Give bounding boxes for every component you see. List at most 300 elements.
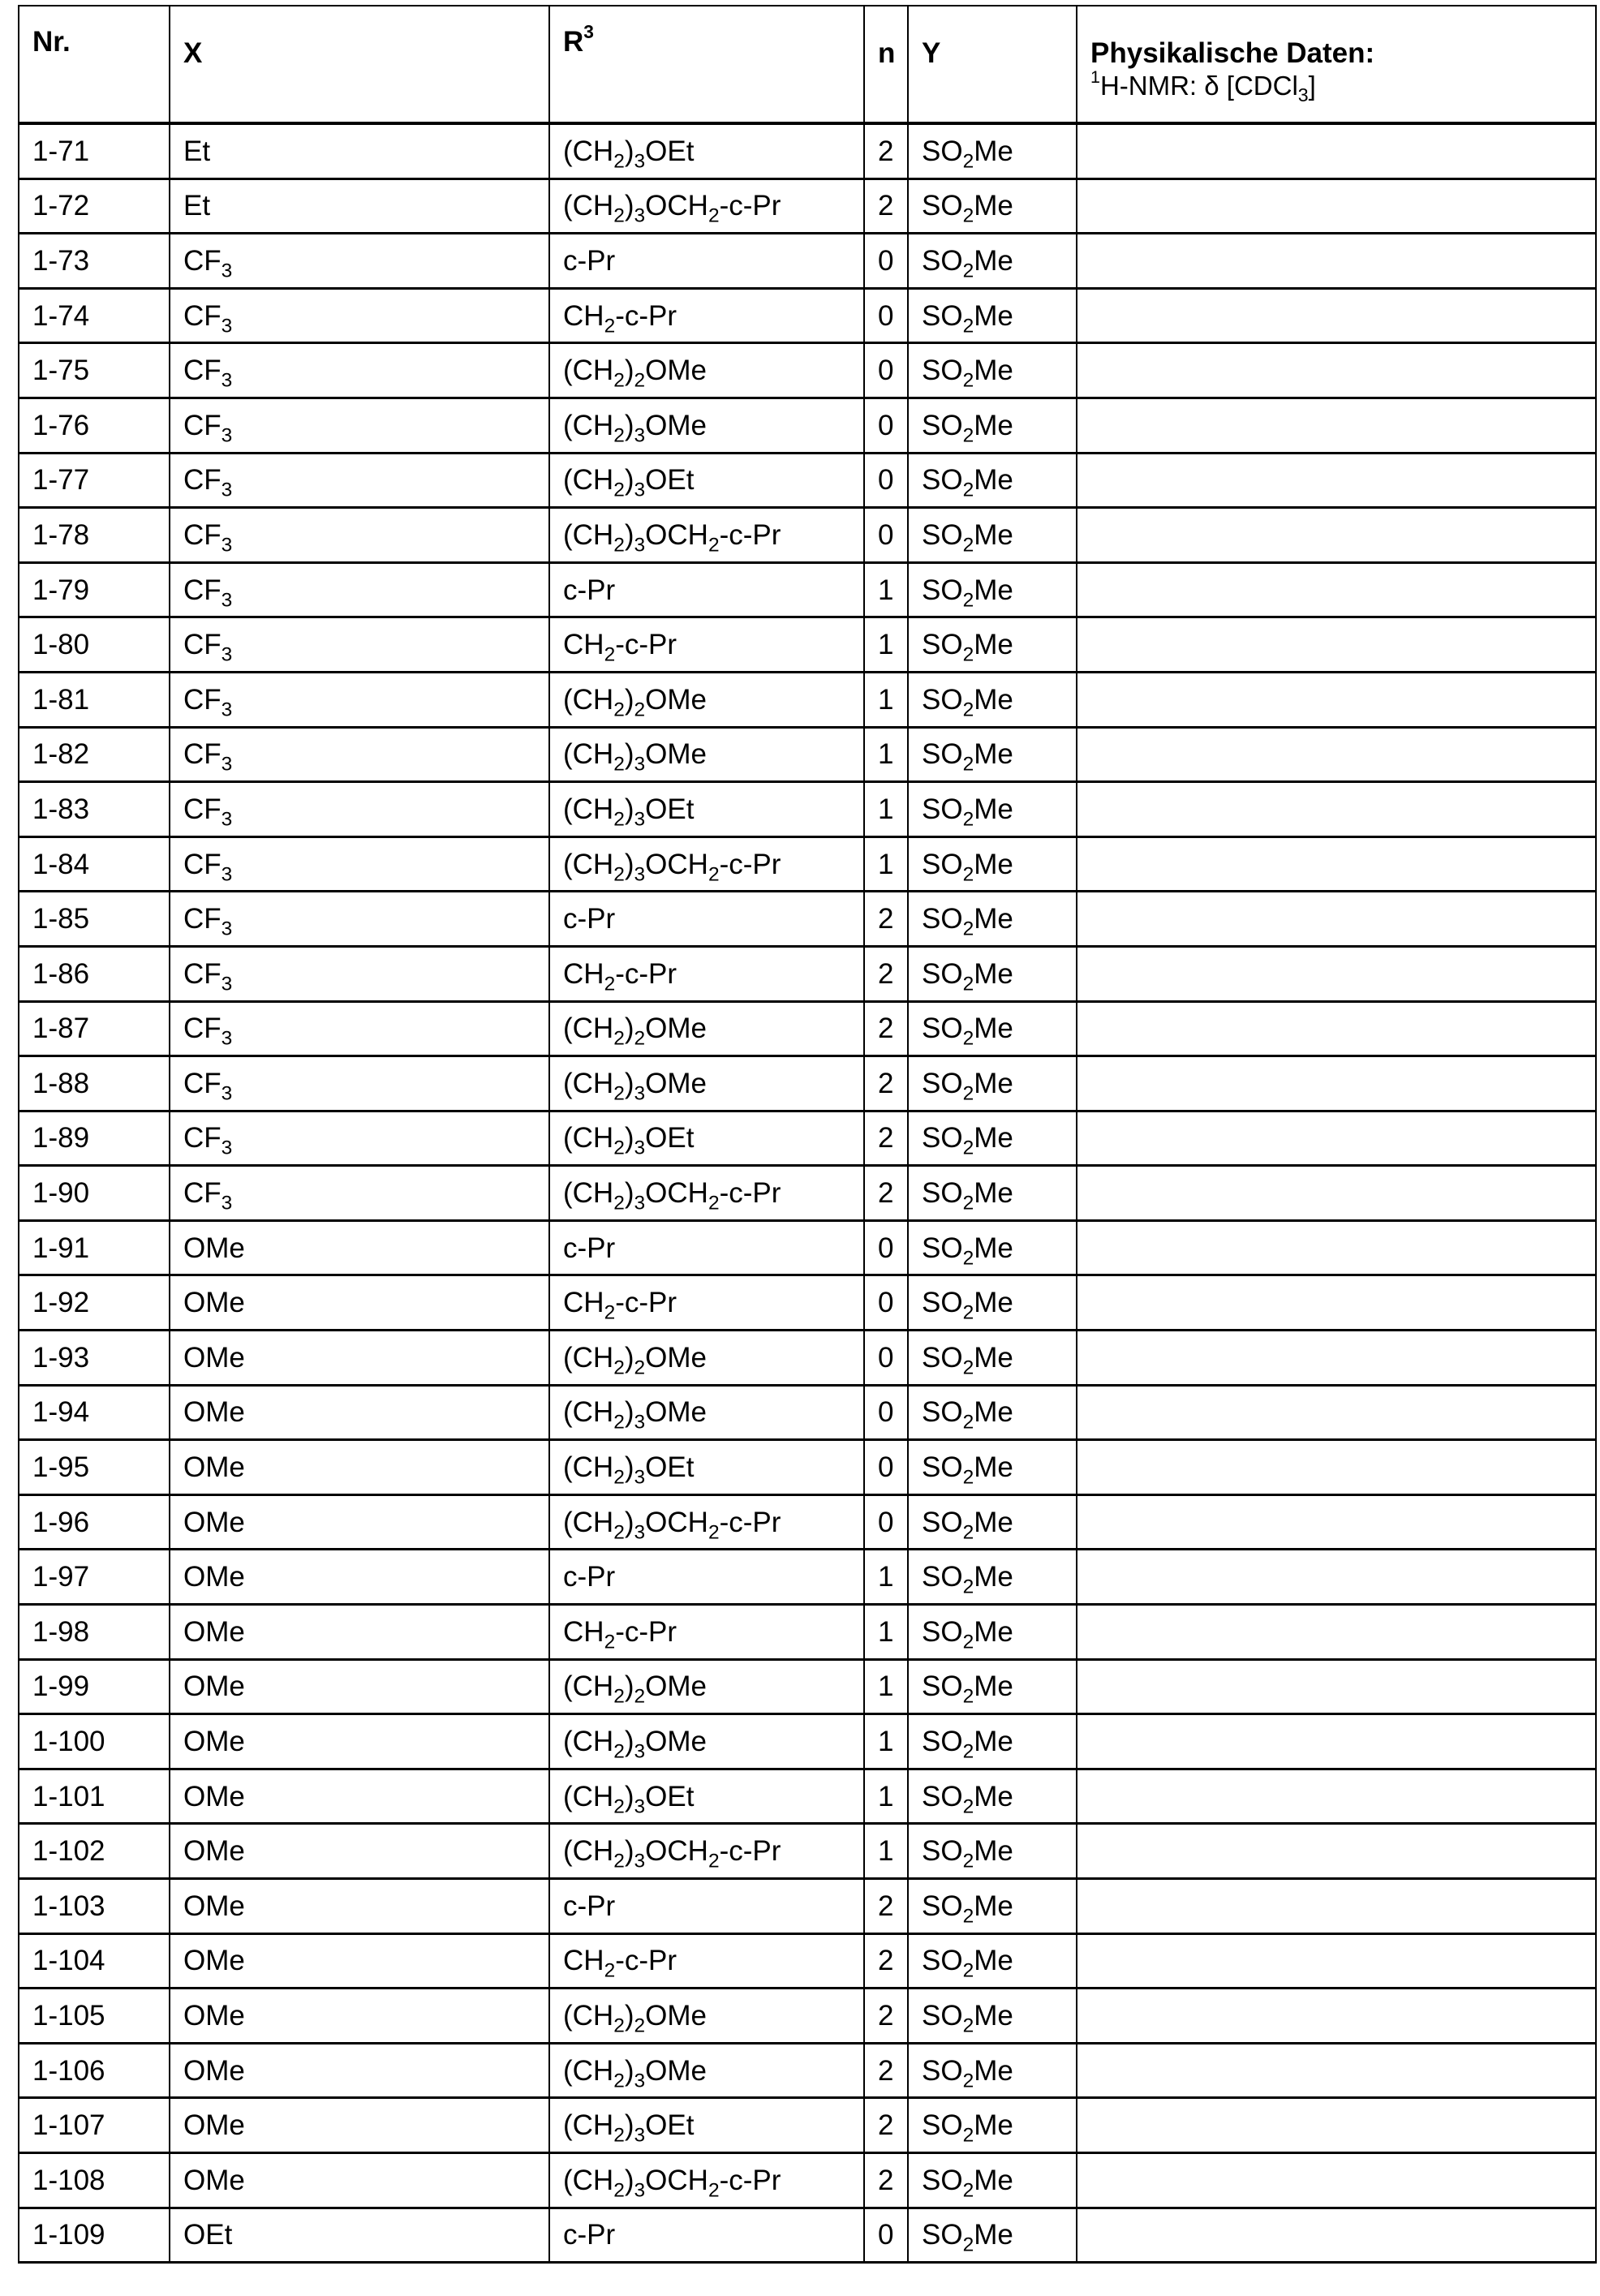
cell-y: $SO_2Me$ bbox=[908, 1824, 1077, 1879]
cell-n: 2 bbox=[864, 2043, 908, 2098]
subscript: 2 bbox=[708, 1192, 720, 1215]
subscript: 2 bbox=[613, 1082, 625, 1105]
cell-r3: $(CH_2)_2OMe$ bbox=[549, 1659, 864, 1714]
cell-y: $SO_2Me$ bbox=[908, 234, 1077, 289]
cell-y: $SO_2Me$ bbox=[908, 1769, 1077, 1824]
cell-phys bbox=[1077, 2043, 1596, 2098]
cell-n: 0 bbox=[864, 2208, 908, 2263]
subscript: 2 bbox=[962, 918, 974, 940]
subscript: 3 bbox=[634, 1192, 646, 1215]
cell-x: OMe bbox=[170, 1769, 549, 1824]
table-row bbox=[19, 508, 1596, 563]
cell-nr: 1-84 bbox=[19, 836, 170, 892]
cell-r3: $(CH_2)_3OEt$ bbox=[549, 1440, 864, 1495]
cell-y: $SO_2Me$ bbox=[908, 2043, 1077, 2098]
cell-phys bbox=[1077, 946, 1596, 1001]
table-row bbox=[19, 398, 1596, 453]
cell-phys bbox=[1077, 782, 1596, 837]
cell-r3: $(CH_2)_2OMe$ bbox=[549, 672, 864, 727]
cell-n: 1 bbox=[864, 1659, 908, 1714]
subscript: 2 bbox=[962, 1137, 974, 1160]
subscript: 3 bbox=[221, 260, 233, 282]
cell-n: 2 bbox=[864, 1879, 908, 1934]
cell-nr: 1-104 bbox=[19, 1933, 170, 1989]
cell-n: 2 bbox=[864, 946, 908, 1001]
cell-r3: $(CH_2)_3OMe$ bbox=[549, 1056, 864, 1111]
cell-y: $SO_2Me$ bbox=[908, 343, 1077, 398]
subscript: 2 bbox=[962, 863, 974, 886]
cell-n: 0 bbox=[864, 453, 908, 508]
cell-nr: 1-105 bbox=[19, 1989, 170, 2044]
cell-y: $SO_2Me$ bbox=[908, 1550, 1077, 1605]
cell-phys bbox=[1077, 2098, 1596, 2153]
cell-phys bbox=[1077, 617, 1596, 673]
table-row bbox=[19, 1494, 1596, 1550]
cell-n: 2 bbox=[864, 1933, 908, 1989]
cell-nr: 1-98 bbox=[19, 1605, 170, 1660]
cell-r3: $(CH_2)_2OMe$ bbox=[549, 1989, 864, 2044]
cell-nr: 1-107 bbox=[19, 2098, 170, 2153]
cell-x: OMe bbox=[170, 1385, 549, 1440]
cell-y: $SO_2Me$ bbox=[908, 1220, 1077, 1275]
subscript: 3 bbox=[634, 808, 646, 831]
subscript: 2 bbox=[604, 1301, 616, 1324]
cell-x: OMe bbox=[170, 1494, 549, 1550]
cell-n: 2 bbox=[864, 123, 908, 178]
cell-nr: 1-85 bbox=[19, 892, 170, 947]
cell-phys bbox=[1077, 1824, 1596, 1879]
subscript: 2 bbox=[613, 424, 625, 447]
cell-nr: 1-97 bbox=[19, 1550, 170, 1605]
cell-nr: 1-79 bbox=[19, 562, 170, 617]
cell-nr: 1-88 bbox=[19, 1056, 170, 1111]
table-row bbox=[19, 1111, 1596, 1166]
subscript: 2 bbox=[613, 204, 625, 227]
subscript: 3 bbox=[634, 1082, 646, 1105]
subscript: 2 bbox=[962, 315, 974, 338]
subscript: 3 bbox=[221, 1027, 233, 1050]
cell-nr: 1-95 bbox=[19, 1440, 170, 1495]
subscript: 3 bbox=[634, 479, 646, 501]
subscript: 2 bbox=[962, 204, 974, 227]
cell-n: 2 bbox=[864, 1001, 908, 1056]
cell-y: $SO_2Me$ bbox=[908, 562, 1077, 617]
cell-x: OMe bbox=[170, 1933, 549, 1989]
table-row bbox=[19, 288, 1596, 343]
subscript: 2 bbox=[613, 1466, 625, 1489]
cell-n: 1 bbox=[864, 1824, 908, 1879]
cell-r3: $(CH_2)_3OEt$ bbox=[549, 2098, 864, 2153]
table-row bbox=[19, 178, 1596, 234]
header-r3-sup: 3 bbox=[583, 21, 594, 43]
subscript: 2 bbox=[962, 2070, 974, 2092]
table-row bbox=[19, 1440, 1596, 1495]
subscript: 2 bbox=[604, 315, 616, 338]
table-row bbox=[19, 343, 1596, 398]
cell-y: $SO_2Me$ bbox=[908, 1331, 1077, 1386]
cell-phys bbox=[1077, 1331, 1596, 1386]
cell-nr: 1-108 bbox=[19, 2152, 170, 2208]
cell-y: $SO_2Me$ bbox=[908, 672, 1077, 727]
cell-x: $CF_3$ bbox=[170, 946, 549, 1001]
subscript: 2 bbox=[962, 1685, 974, 1708]
cell-phys bbox=[1077, 1056, 1596, 1111]
table-row bbox=[19, 562, 1596, 617]
cell-n: 1 bbox=[864, 836, 908, 892]
nmr-isotope-sup: 1 bbox=[1090, 67, 1100, 87]
subscript: 2 bbox=[962, 150, 974, 173]
cell-r3: $CH_2-c-Pr$ bbox=[549, 617, 864, 673]
cell-r3: c-Pr bbox=[549, 234, 864, 289]
cell-r3: $(CH_2)_3OEt$ bbox=[549, 782, 864, 837]
cell-nr: 1-106 bbox=[19, 2043, 170, 2098]
cell-x: $CF_3$ bbox=[170, 1166, 549, 1221]
cell-n: 0 bbox=[864, 1385, 908, 1440]
table-row bbox=[19, 1275, 1596, 1331]
table-row bbox=[19, 1166, 1596, 1221]
cell-x: OMe bbox=[170, 1275, 549, 1331]
cell-x: OMe bbox=[170, 2098, 549, 2153]
table-header bbox=[19, 6, 1596, 123]
table-row bbox=[19, 1001, 1596, 1056]
subscript: 3 bbox=[221, 643, 233, 666]
cell-phys bbox=[1077, 1385, 1596, 1440]
cell-r3: $(CH_2)_3OMe$ bbox=[549, 1714, 864, 1769]
subscript: 2 bbox=[613, 1521, 625, 1544]
cell-r3: $CH_2-c-Pr$ bbox=[549, 1933, 864, 1989]
subscript: 2 bbox=[604, 973, 616, 995]
cell-y: $SO_2Me$ bbox=[908, 1056, 1077, 1111]
cell-y: $SO_2Me$ bbox=[908, 946, 1077, 1001]
subscript: 2 bbox=[962, 1466, 974, 1489]
cell-y: $SO_2Me$ bbox=[908, 892, 1077, 947]
table-row bbox=[19, 1056, 1596, 1111]
cell-x: OMe bbox=[170, 1989, 549, 2044]
cell-x: OMe bbox=[170, 1440, 549, 1495]
cell-n: 1 bbox=[864, 1605, 908, 1660]
cell-phys bbox=[1077, 343, 1596, 398]
header-nr: Nr. bbox=[19, 6, 170, 123]
subscript: 2 bbox=[962, 1027, 974, 1050]
subscript: 2 bbox=[962, 808, 974, 831]
table-row bbox=[19, 453, 1596, 508]
cell-r3: c-Pr bbox=[549, 562, 864, 617]
subscript: 2 bbox=[613, 1850, 625, 1872]
table-row bbox=[19, 1824, 1596, 1879]
cell-n: 0 bbox=[864, 1440, 908, 1495]
cell-y: $SO_2Me$ bbox=[908, 1385, 1077, 1440]
subscript: 2 bbox=[613, 2179, 625, 2202]
cell-nr: 1-89 bbox=[19, 1111, 170, 1166]
subscript: 2 bbox=[613, 479, 625, 501]
subscript: 2 bbox=[613, 1412, 625, 1434]
cell-x: $CF_3$ bbox=[170, 836, 549, 892]
subscript: 2 bbox=[962, 643, 974, 666]
subscript: 2 bbox=[634, 1685, 646, 1708]
cell-x: $CF_3$ bbox=[170, 234, 549, 289]
subscript: 2 bbox=[613, 1027, 625, 1050]
cell-y: $SO_2Me$ bbox=[908, 1989, 1077, 2044]
cell-y: $SO_2Me$ bbox=[908, 782, 1077, 837]
cell-nr: 1-72 bbox=[19, 178, 170, 234]
cell-y: $SO_2Me$ bbox=[908, 617, 1077, 673]
cell-r3: $CH_2-c-Pr$ bbox=[549, 1275, 864, 1331]
cell-nr: 1-100 bbox=[19, 1714, 170, 1769]
cell-nr: 1-87 bbox=[19, 1001, 170, 1056]
subscript: 2 bbox=[962, 1412, 974, 1434]
subscript: 3 bbox=[634, 1521, 646, 1544]
nmr-label-pre: H-NMR: δ [CDCl bbox=[1099, 71, 1298, 101]
subscript: 3 bbox=[634, 863, 646, 886]
cell-nr: 1-90 bbox=[19, 1166, 170, 1221]
cell-y: $SO_2Me$ bbox=[908, 453, 1077, 508]
table-row bbox=[19, 1385, 1596, 1440]
cell-r3: $(CH_2)_3OCH_2-c-Pr$ bbox=[549, 508, 864, 563]
table-row bbox=[19, 1659, 1596, 1714]
table-row bbox=[19, 234, 1596, 289]
cell-n: 1 bbox=[864, 617, 908, 673]
cell-phys bbox=[1077, 562, 1596, 617]
cell-n: 0 bbox=[864, 508, 908, 563]
cell-x: OMe bbox=[170, 2043, 549, 2098]
subscript: 2 bbox=[708, 204, 720, 227]
table-row bbox=[19, 1220, 1596, 1275]
cell-phys bbox=[1077, 1166, 1596, 1221]
subscript: 3 bbox=[634, 204, 646, 227]
subscript: 2 bbox=[962, 1631, 974, 1653]
subscript: 3 bbox=[634, 2124, 646, 2147]
cell-n: 1 bbox=[864, 727, 908, 782]
table-row bbox=[19, 892, 1596, 947]
subscript: 2 bbox=[613, 699, 625, 721]
cell-nr: 1-96 bbox=[19, 1494, 170, 1550]
cell-x: $CF_3$ bbox=[170, 1111, 549, 1166]
subscript: 3 bbox=[221, 1082, 233, 1105]
cell-phys bbox=[1077, 836, 1596, 892]
cell-y: $SO_2Me$ bbox=[908, 288, 1077, 343]
cell-n: 2 bbox=[864, 2098, 908, 2153]
cell-phys bbox=[1077, 398, 1596, 453]
subscript: 2 bbox=[962, 1192, 974, 1215]
subscript: 2 bbox=[962, 589, 974, 612]
cell-x: OMe bbox=[170, 1714, 549, 1769]
subscript: 2 bbox=[962, 2179, 974, 2202]
header-n-label: n bbox=[878, 37, 896, 69]
table-row bbox=[19, 2208, 1596, 2263]
header-x-label: X bbox=[183, 37, 203, 69]
cell-x: OMe bbox=[170, 1220, 549, 1275]
cell-y: $SO_2Me$ bbox=[908, 1166, 1077, 1221]
cell-n: 1 bbox=[864, 1769, 908, 1824]
cell-r3: $CH_2-c-Pr$ bbox=[549, 946, 864, 1001]
cell-nr: 1-82 bbox=[19, 727, 170, 782]
cell-y: $SO_2Me$ bbox=[908, 1605, 1077, 1660]
cell-nr: 1-94 bbox=[19, 1385, 170, 1440]
nmr-label-post: ] bbox=[1308, 71, 1316, 101]
cell-n: 2 bbox=[864, 1056, 908, 1111]
cell-r3: c-Pr bbox=[549, 1879, 864, 1934]
cell-y: $SO_2Me$ bbox=[908, 1933, 1077, 1989]
subscript: 2 bbox=[613, 808, 625, 831]
cell-nr: 1-76 bbox=[19, 398, 170, 453]
cell-phys bbox=[1077, 1933, 1596, 1989]
table-row bbox=[19, 782, 1596, 837]
subscript: 2 bbox=[962, 1795, 974, 1818]
cell-nr: 1-109 bbox=[19, 2208, 170, 2263]
cell-nr: 1-71 bbox=[19, 123, 170, 178]
cell-x: $CF_3$ bbox=[170, 782, 549, 837]
cell-y: $SO_2Me$ bbox=[908, 727, 1077, 782]
cell-r3: $(CH_2)_3OEt$ bbox=[549, 453, 864, 508]
subscript: 2 bbox=[634, 369, 646, 392]
cell-n: 2 bbox=[864, 2152, 908, 2208]
cell-phys bbox=[1077, 508, 1596, 563]
header-phys-title: Physikalische Daten: bbox=[1090, 37, 1375, 69]
cell-phys bbox=[1077, 1659, 1596, 1714]
cell-x: $CF_3$ bbox=[170, 892, 549, 947]
subscript: 2 bbox=[962, 1357, 974, 1379]
cell-x: $CF_3$ bbox=[170, 343, 549, 398]
header-phys-nmr bbox=[1090, 67, 1595, 106]
cell-phys bbox=[1077, 1714, 1596, 1769]
table-row bbox=[19, 727, 1596, 782]
cell-phys bbox=[1077, 453, 1596, 508]
cell-n: 1 bbox=[864, 1714, 908, 1769]
subscript: 3 bbox=[221, 369, 233, 392]
table-row bbox=[19, 1605, 1596, 1660]
cell-phys bbox=[1077, 1440, 1596, 1495]
table-row bbox=[19, 672, 1596, 727]
cell-x: OMe bbox=[170, 2152, 549, 2208]
cell-x: OMe bbox=[170, 1605, 549, 1660]
cell-n: 0 bbox=[864, 288, 908, 343]
cell-n: 1 bbox=[864, 562, 908, 617]
compound-table bbox=[18, 5, 1597, 2264]
cell-x: $CF_3$ bbox=[170, 453, 549, 508]
cell-y: $SO_2Me$ bbox=[908, 1111, 1077, 1166]
cell-nr: 1-93 bbox=[19, 1331, 170, 1386]
cell-x: OEt bbox=[170, 2208, 549, 2263]
subscript: 3 bbox=[634, 1466, 646, 1489]
cell-n: 2 bbox=[864, 892, 908, 947]
cell-phys bbox=[1077, 288, 1596, 343]
table-body bbox=[19, 123, 1596, 2263]
subscript: 2 bbox=[962, 424, 974, 447]
cell-y: $SO_2Me$ bbox=[908, 178, 1077, 234]
cell-n: 0 bbox=[864, 234, 908, 289]
table-row bbox=[19, 1331, 1596, 1386]
subscript: 2 bbox=[962, 753, 974, 776]
cell-phys bbox=[1077, 234, 1596, 289]
cell-x: OMe bbox=[170, 1550, 549, 1605]
subscript: 3 bbox=[221, 1137, 233, 1160]
cell-phys bbox=[1077, 672, 1596, 727]
subscript: 3 bbox=[221, 589, 233, 612]
cell-y: $SO_2Me$ bbox=[908, 1659, 1077, 1714]
table-row bbox=[19, 123, 1596, 178]
cell-y: $SO_2Me$ bbox=[908, 1275, 1077, 1331]
subscript: 3 bbox=[634, 1412, 646, 1434]
subscript: 3 bbox=[634, 424, 646, 447]
table-row bbox=[19, 2098, 1596, 2153]
table-row bbox=[19, 617, 1596, 673]
cell-r3: $(CH_2)_3OEt$ bbox=[549, 1769, 864, 1824]
cell-r3: $CH_2-c-Pr$ bbox=[549, 1605, 864, 1660]
cell-nr: 1-80 bbox=[19, 617, 170, 673]
header-phys bbox=[1077, 6, 1596, 123]
cell-nr: 1-74 bbox=[19, 288, 170, 343]
subscript: 3 bbox=[634, 753, 646, 776]
cell-r3: $(CH_2)_3OCH_2-c-Pr$ bbox=[549, 1824, 864, 1879]
subscript: 2 bbox=[708, 2179, 720, 2202]
cell-nr: 1-103 bbox=[19, 1879, 170, 1934]
cell-n: 0 bbox=[864, 398, 908, 453]
subscript: 3 bbox=[634, 1795, 646, 1818]
cell-r3: $(CH_2)_3OCH_2-c-Pr$ bbox=[549, 1494, 864, 1550]
cell-x: OMe bbox=[170, 1879, 549, 1934]
subscript: 2 bbox=[708, 1521, 720, 1544]
cell-r3: $(CH_2)_3OMe$ bbox=[549, 398, 864, 453]
cell-phys bbox=[1077, 892, 1596, 947]
cell-r3: c-Pr bbox=[549, 892, 864, 947]
subscript: 2 bbox=[962, 1247, 974, 1270]
subscript: 2 bbox=[962, 1521, 974, 1544]
nmr-label-idx: 3 bbox=[1297, 84, 1309, 106]
cell-phys bbox=[1077, 2152, 1596, 2208]
cell-x: $CF_3$ bbox=[170, 1056, 549, 1111]
subscript: 2 bbox=[613, 2070, 625, 2092]
cell-phys bbox=[1077, 1989, 1596, 2044]
cell-x: $CF_3$ bbox=[170, 1001, 549, 1056]
cell-x: Et bbox=[170, 178, 549, 234]
cell-r3: $(CH_2)_3OCH_2-c-Pr$ bbox=[549, 178, 864, 234]
cell-x: $CF_3$ bbox=[170, 508, 549, 563]
subscript: 2 bbox=[613, 863, 625, 886]
table-row bbox=[19, 1933, 1596, 1989]
subscript: 3 bbox=[221, 534, 233, 557]
table-row bbox=[19, 946, 1596, 1001]
cell-r3: c-Pr bbox=[549, 2208, 864, 2263]
cell-phys bbox=[1077, 1769, 1596, 1824]
subscript: 2 bbox=[962, 369, 974, 392]
subscript: 2 bbox=[962, 1576, 974, 1598]
subscript: 2 bbox=[708, 1850, 720, 1872]
subscript: 2 bbox=[962, 1740, 974, 1763]
cell-n: 0 bbox=[864, 1220, 908, 1275]
subscript: 3 bbox=[221, 699, 233, 721]
header-y bbox=[908, 6, 1077, 123]
subscript: 2 bbox=[613, 534, 625, 557]
cell-phys bbox=[1077, 178, 1596, 234]
cell-phys bbox=[1077, 2208, 1596, 2263]
subscript: 3 bbox=[221, 1192, 233, 1215]
cell-r3: $(CH_2)_3OCH_2-c-Pr$ bbox=[549, 836, 864, 892]
cell-r3: $(CH_2)_2OMe$ bbox=[549, 1331, 864, 1386]
subscript: 2 bbox=[613, 1740, 625, 1763]
cell-nr: 1-83 bbox=[19, 782, 170, 837]
cell-r3: $(CH_2)_3OEt$ bbox=[549, 123, 864, 178]
subscript: 2 bbox=[613, 1357, 625, 1379]
cell-n: 2 bbox=[864, 1989, 908, 2044]
subscript: 3 bbox=[221, 973, 233, 995]
subscript: 2 bbox=[708, 534, 720, 557]
subscript: 2 bbox=[613, 2124, 625, 2147]
subscript: 2 bbox=[962, 1082, 974, 1105]
cell-nr: 1-75 bbox=[19, 343, 170, 398]
cell-n: 0 bbox=[864, 343, 908, 398]
subscript: 2 bbox=[613, 1685, 625, 1708]
cell-n: 0 bbox=[864, 1331, 908, 1386]
